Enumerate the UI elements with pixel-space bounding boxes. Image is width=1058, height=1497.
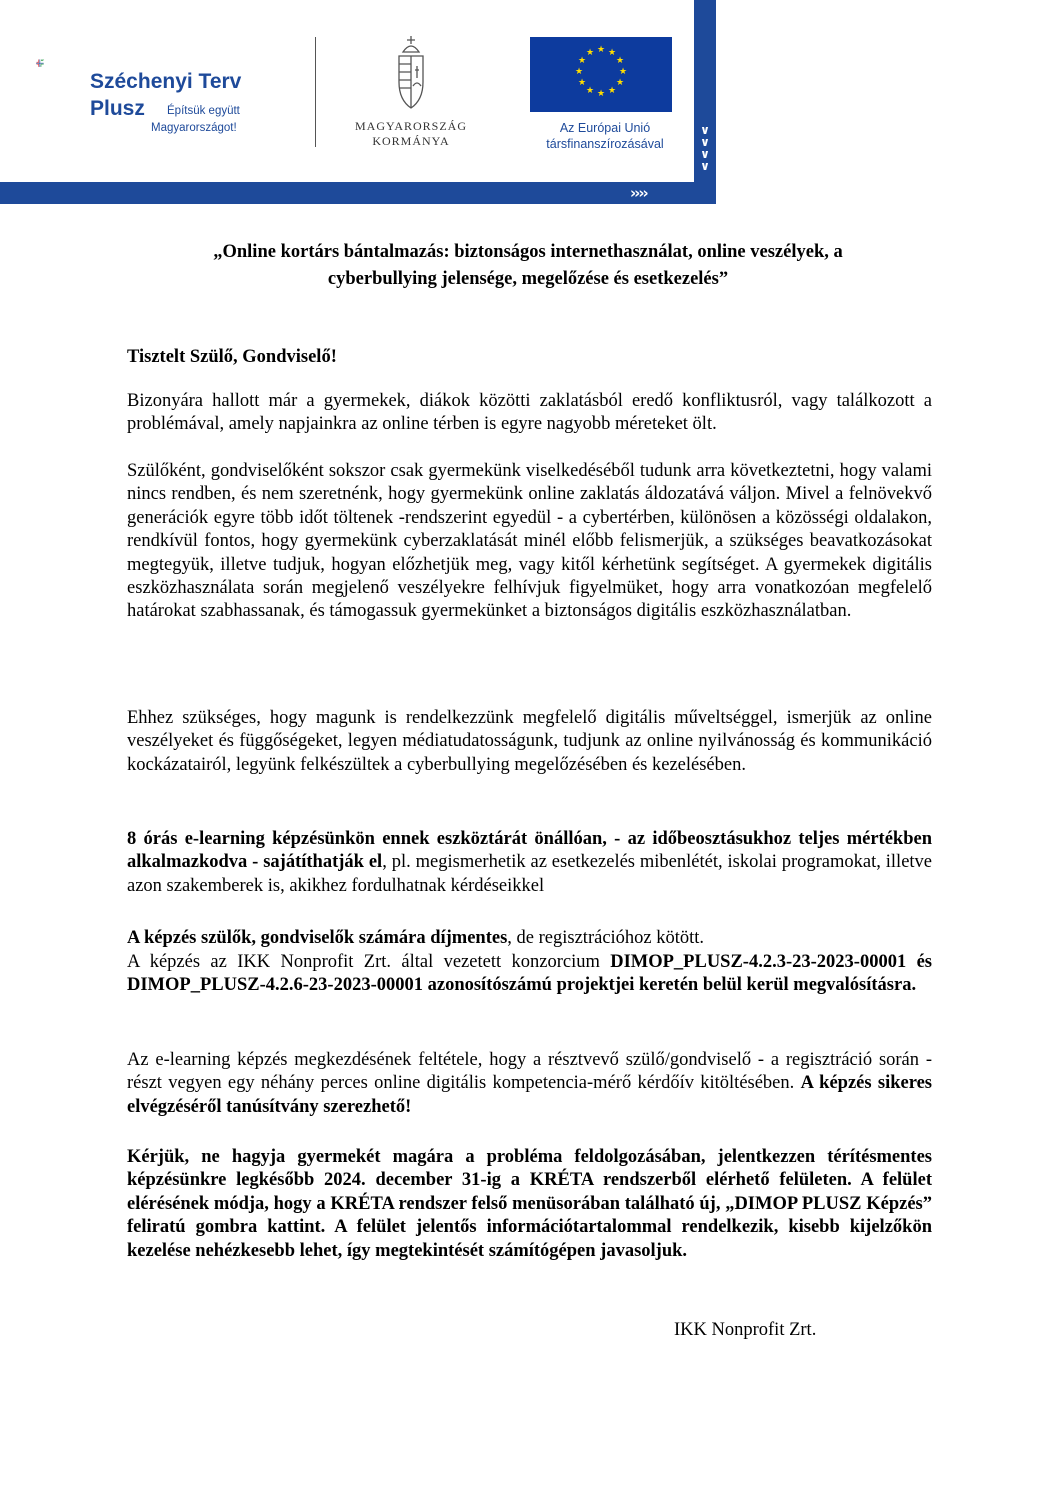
logo-divider — [315, 37, 316, 147]
paragraph-5-bold: A képzés szülők, gondviselők számára díjmentes — [127, 928, 508, 948]
szechenyi-plusz: Plusz — [90, 97, 145, 120]
svg-text:★: ★ — [585, 86, 595, 96]
document-title-line-1: „Online kortárs bántalmazás: biztonságos internethasználat, online veszélyek, a — [213, 242, 843, 262]
paragraph-7-start: Az e-learning képzés megkezdésének feltétele, hogy a résztvevő szülő/gondviselő - a regisztráció során - részt vegyen egy néhány perces online digitális kompetencia-mérő kérdőív kitöltésében. — [127, 1050, 932, 1094]
eu-flag-icon — [530, 37, 672, 112]
paragraph-4-rest: , pl. megismerhetik az esetkezelés mibenlétét, iskolai programokat, illetve azon szakemberek is, akikhez fordulhatnak kérdéseikkel — [127, 852, 933, 896]
paragraph-5-rest: , de regisztrációhoz kötött. — [507, 928, 705, 948]
paragraph-3: Ehhez szükséges, hogy magunk is rendelkezzünk megfelelő digitális műveltséggel, ismerjük az online veszélyeket és függőségeket, legyen médiatudatosságunk, tudjunk az online nyilvánosság és kommunikáció kockázatairól, legyünk felkészültek a cyberbullying megelőzésében és kezelésében. — [127, 708, 932, 775]
salutation: Tisztelt Szülő, Gondviselő! — [127, 347, 337, 367]
chevron-down-icon: ∨ — [700, 123, 710, 137]
document-title-line-2: cyberbullying jelensége, megelőzése és esetkezelés” — [327, 269, 729, 289]
hungarian-coat-of-arms-icon — [393, 34, 429, 112]
header-banner — [0, 0, 716, 204]
svg-text:★: ★ — [607, 48, 617, 58]
government-name-line-1: MAGYARORSZÁG — [354, 119, 467, 133]
svg-text:★: ★ — [618, 67, 628, 77]
paragraph-7 — [127, 1049, 932, 1119]
paragraph-6-bold: DIMOP_PLUSZ-4.2.3-23-2023-00001 és DIMOP_PLUSZ-4.2.6-23-2023-00001 azonosítószámú projektjei keretén belül kerül megvalósításra. — [127, 952, 932, 996]
signature: IKK Nonprofit Zrt. — [674, 1320, 817, 1340]
paragraph-2: Szülőként, gondviselőként sokszor csak gyermekünk viselkedéséből tudunk arra következtetni, hogy valami nincs rendben, és nem szeretnénk, hogy gyermekünk online zaklatás áldozatává váljon. Mivel a felnövekvő generációk egyre több időt töltenek -rendszerint egyedül - a cybertérben, különösen a közösségi oldalakon, rendkívül fontos, hogy gyermekünk cyberzaklatását minél előbb felismerjük, a szükséges beavatkozásokat megtegyük, illetve tudjuk, hogyan előzhetjük meg, vagy kitől kérhetünk segítséget. A gyermekek digitális eszközhasználata során megjelenő veszélyekre felhívjuk figyelmüket, hogy arra vonatkozóan megfelelő határokat szabhassanak, és támogassuk gyermekünket a biztonságos digitális eszközhasználatban. — [127, 461, 932, 622]
svg-text:★: ★ — [585, 48, 595, 58]
government-name-line-2: KORMÁNYA — [372, 134, 450, 148]
szechenyi-cross-logo-icon — [36, 43, 86, 93]
paragraph-6 — [127, 951, 932, 998]
document-title — [125, 239, 931, 293]
paragraph-7-bold: A képzés sikeres elvégzéséről tanúsítvány szerezhető! — [127, 1073, 932, 1117]
svg-text:★: ★ — [574, 67, 584, 77]
header-bottom-stripe — [0, 182, 716, 204]
paragraph-4 — [127, 828, 932, 898]
paragraph-1: Bizonyára hallott már a gyermekek, diákok közötti zaklatásból eredő konfliktusról, vagy találkozott a problémával, amely napjainkra az online térben is egyre nagyobb méreteket ölt. — [127, 391, 932, 435]
header-right-stripe — [694, 0, 716, 204]
paragraph-4-bold: 8 órás e-learning képzésünkön ennek eszköztárát önállóan, - az időbeosztásukhoz teljes mértékben alkalmazkodva - sajátíthatják el — [127, 829, 932, 873]
svg-text:★: ★ — [577, 56, 587, 66]
chevron-down-icon: ∨ — [700, 159, 710, 173]
paragraph-5 — [127, 927, 932, 950]
eu-caption-line-2: társfinanszírozásával — [546, 137, 664, 151]
chevron-down-icon: ∨ — [700, 147, 710, 161]
eu-caption-line-1: Az Európai Unió — [559, 121, 651, 135]
chevron-down-icon: ∨ — [700, 135, 710, 149]
svg-text:★: ★ — [607, 86, 617, 96]
szechenyi-title: Széchenyi Terv — [90, 70, 242, 93]
svg-text:★: ★ — [577, 78, 587, 88]
svg-text:★: ★ — [615, 56, 625, 66]
chevron-right-icon: ›››› — [630, 184, 647, 202]
svg-text:★: ★ — [596, 89, 606, 99]
svg-text:★: ★ — [615, 78, 625, 88]
paragraph-6-start: A képzés az IKK Nonprofit Zrt. által vezetett konzorcium — [127, 952, 611, 972]
svg-text:★: ★ — [596, 45, 606, 55]
slogan-line-2: Magyarországot! — [151, 122, 237, 134]
slogan-line-1: Építsük együtt — [167, 105, 240, 117]
paragraph-8: Kérjük, ne hagyja gyermekét magára a probléma feldolgozásában, jelentkezzen térítésmentes képzésünkre legkésőbb 2024. december 31-ig a KRÉTA rendszerből elérhető felületen. A felület elérésének módja, hogy a KRÉTA rendszer felső menüsorában található új, „DIMOP PLUSZ Képzés” feliratú gombra kattint. A felület jelentős információtartalommal rendelkezik, kisebb kijelzőkön kezelése nehézkesebb lehet, így megtekintését számítógépen javasoljuk. — [127, 1147, 932, 1261]
